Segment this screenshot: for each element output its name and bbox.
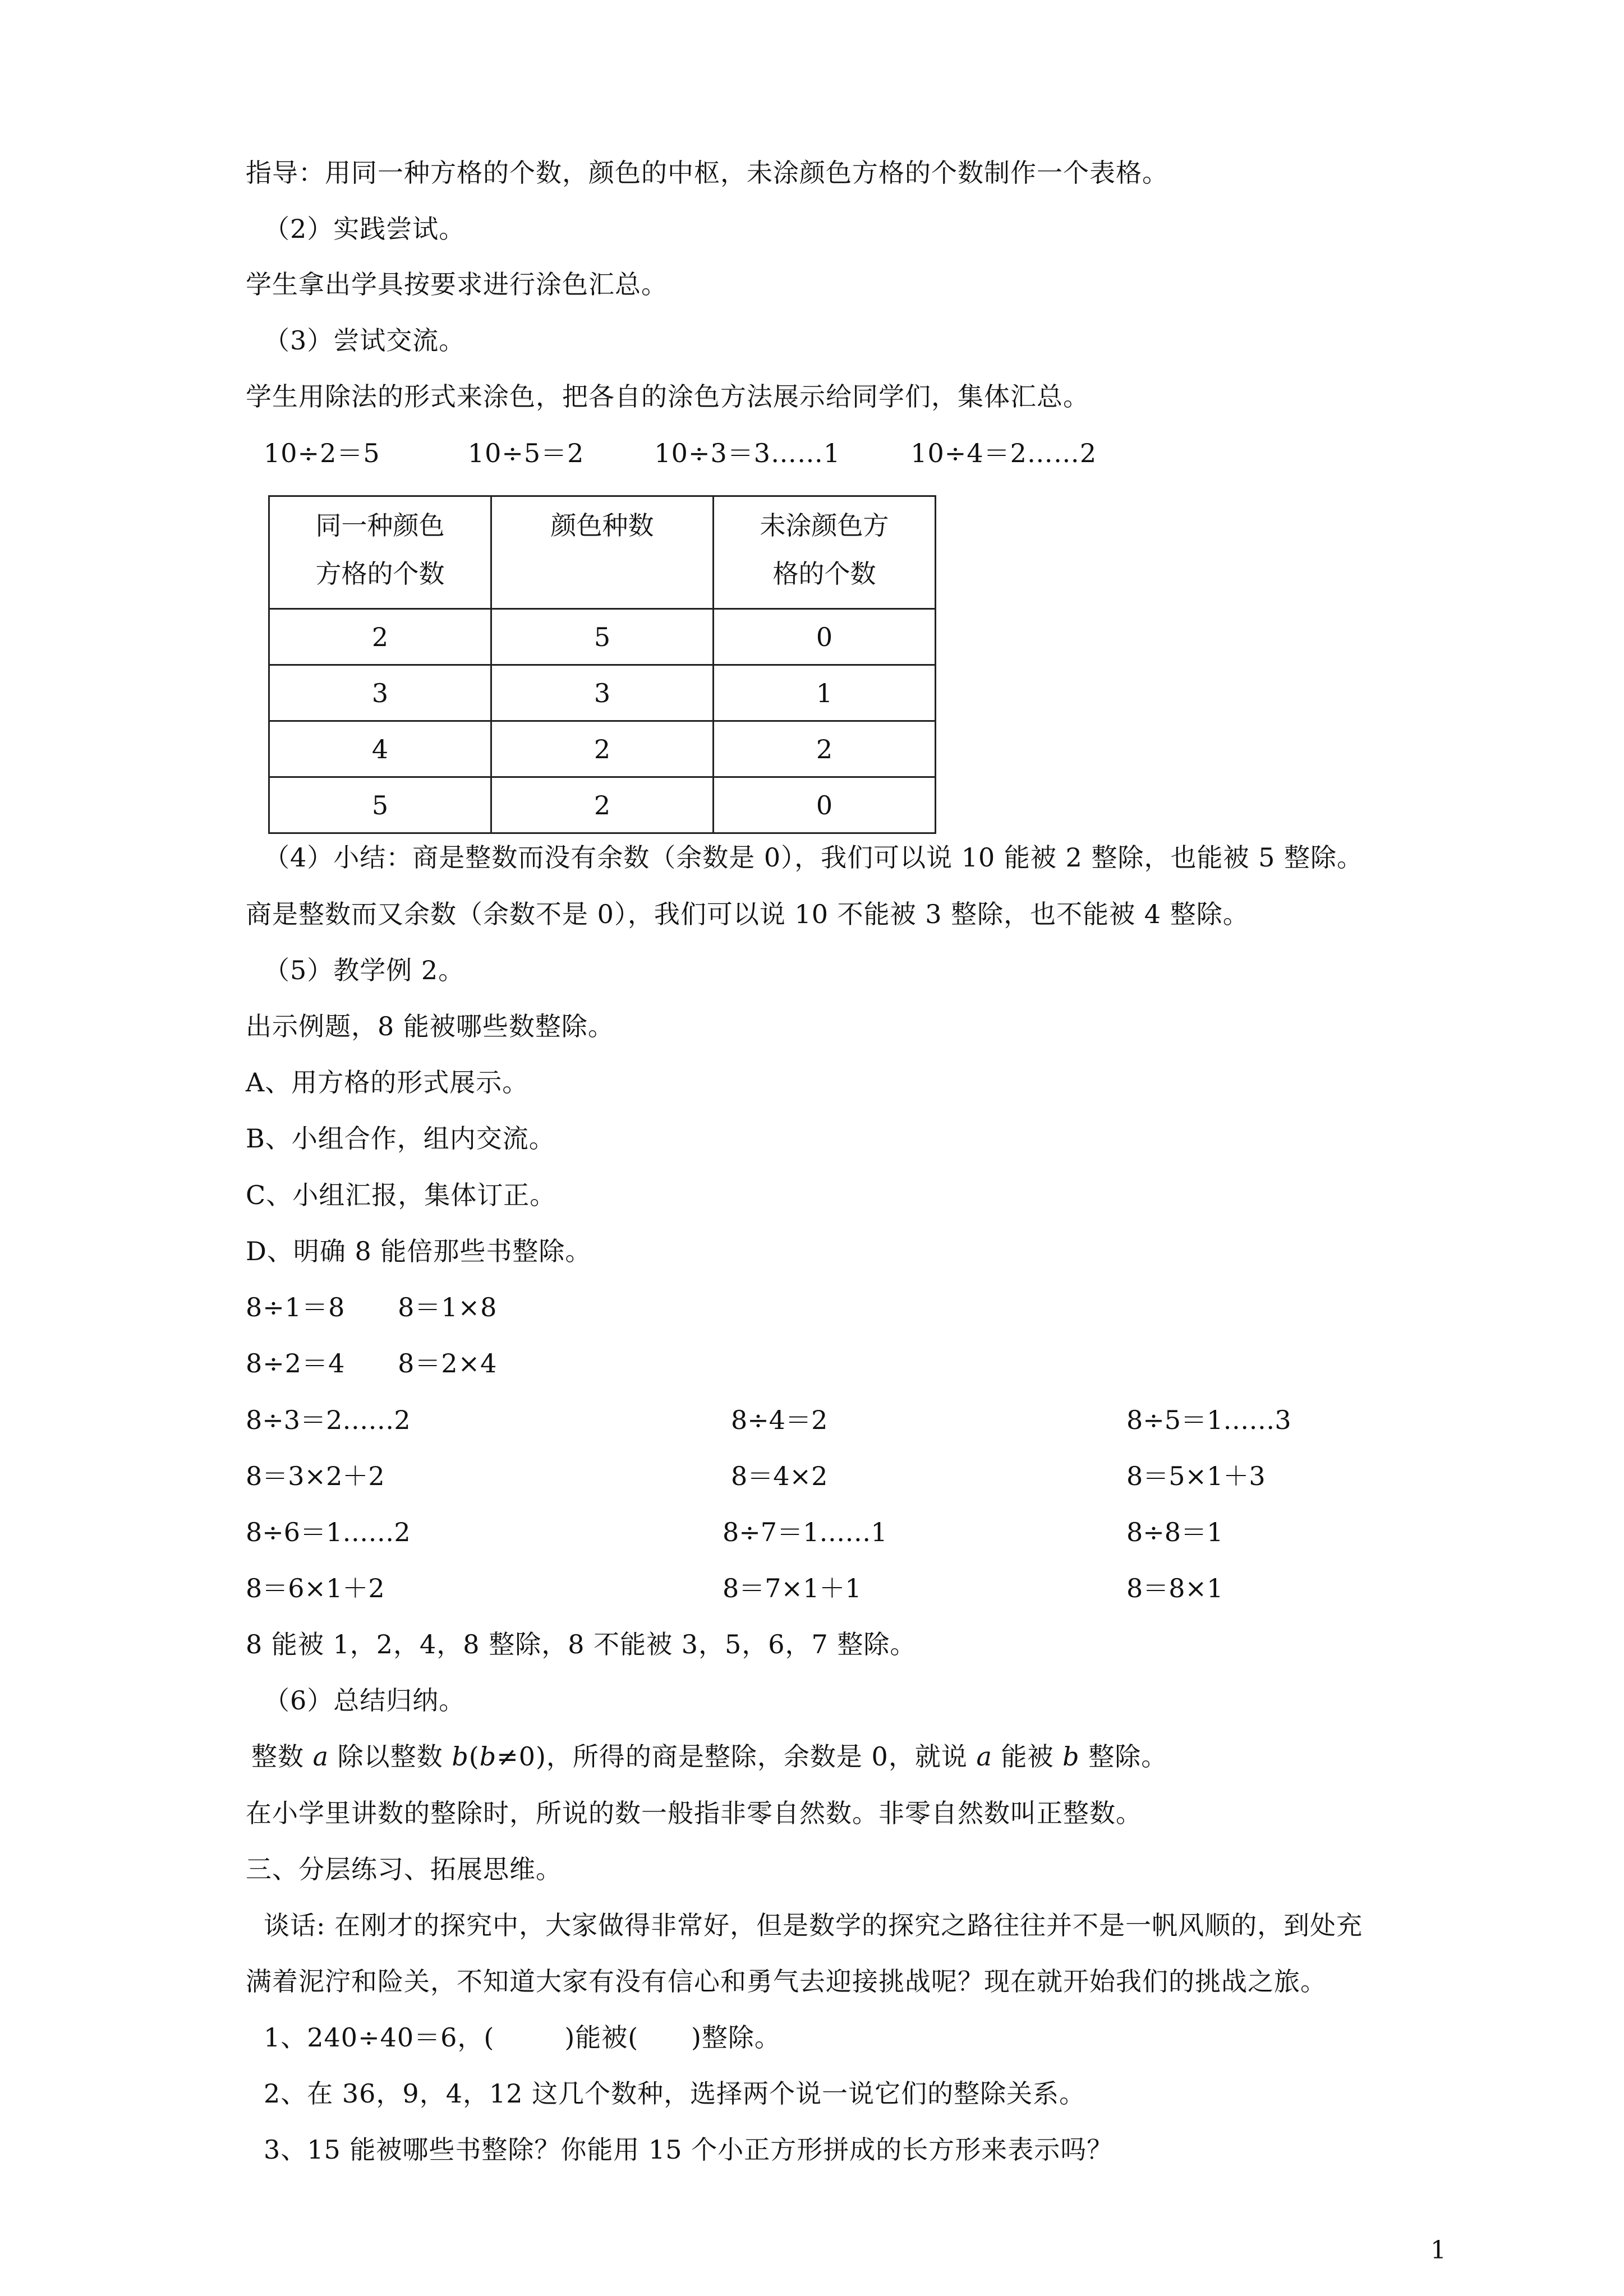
table-cell: 4 xyxy=(269,721,491,777)
text-line: 谈话: 在刚才的探究中，大家做得非常好，但是数学的探究之路往往并不是一帆风顺的，到处充 xyxy=(264,1910,1363,1940)
text-span: 整数 xyxy=(251,1741,313,1772)
text-span: ( xyxy=(468,1741,480,1772)
text-line: D、明确 8 能倍那些书整除。 xyxy=(246,1236,592,1266)
table-header-row xyxy=(269,496,936,609)
text-line: （2）实践尝试。 xyxy=(264,214,466,244)
section-heading: 三、分层练习、拓展思维。 xyxy=(246,1854,562,1884)
table-cell: 1 xyxy=(714,665,936,721)
table-header-cell xyxy=(269,496,491,609)
equation-cell: 8÷3＝2……2 xyxy=(246,1405,411,1435)
text-span: 整除。 xyxy=(1079,1741,1168,1772)
table-header-cell xyxy=(714,496,936,609)
header-text: 颜色种数 xyxy=(550,510,654,541)
text-line: 商是整数而又余数（余数不是 0），我们可以说 10 不能被 3 整除，也不能被 4 整除。 xyxy=(246,899,1249,929)
equation-cell: 8＝6×1＋2 xyxy=(246,1573,385,1603)
text-line: （6）总结归纳。 xyxy=(264,1685,466,1716)
text-span: 能被 xyxy=(992,1741,1063,1772)
table-row xyxy=(269,777,936,833)
text-line: （5）教学例 2。 xyxy=(264,955,465,985)
equation-line: 8÷2＝4 8＝2×4 xyxy=(246,1348,498,1378)
table-cell: 5 xyxy=(269,777,491,833)
exercise-line: 3、15 能被哪些书整除？你能用 15 个小正方形拼成的长方形来表示吗？ xyxy=(264,2134,1114,2165)
text-line: B、小组合作，组内交流。 xyxy=(246,1123,555,1154)
table-cell: 5 xyxy=(491,609,714,665)
exercise-line: 2、在 36，9，4，12 这几个数种，选择两个说一说它们的整除关系。 xyxy=(264,2078,1086,2109)
equation-cell: 8÷4＝2 xyxy=(731,1405,828,1435)
text-line: C、小组汇报，集体订正。 xyxy=(246,1180,556,1210)
exercise-line: 1、240÷40＝6，( )能被( )整除。 xyxy=(264,2022,781,2053)
equation-cell: 8＝3×2＋2 xyxy=(246,1461,385,1491)
equation-cell: 8＝4×2 xyxy=(731,1461,828,1491)
table-row xyxy=(269,609,936,665)
equation-cell: 8÷5＝1……3 xyxy=(1126,1405,1291,1435)
equation-cell: 8÷7＝1……1 xyxy=(723,1517,887,1547)
page-number: 1 xyxy=(1430,2236,1446,2265)
table-cell: 0 xyxy=(714,609,936,665)
table-cell: 3 xyxy=(269,665,491,721)
equation-cell: 8＝5×1＋3 xyxy=(1126,1461,1266,1491)
table-row xyxy=(269,721,936,777)
text-line: 满着泥泞和险关，不知道大家有没有信心和勇气去迎接挑战呢？现在就开始我们的挑战之旅。 xyxy=(246,1966,1327,1997)
header-text: 未涂颜色方 xyxy=(760,510,889,541)
table-cell: 0 xyxy=(714,777,936,833)
header-text: 同一种颜色 xyxy=(315,510,445,541)
text-line: （3）尝试交流。 xyxy=(264,325,466,356)
equation-cell: 8÷8＝1 xyxy=(1126,1517,1223,1547)
text-span: ≠0)，所得的商是整除，余数是 0，就说 xyxy=(496,1741,977,1772)
text-line: A、用方格的形式展示。 xyxy=(246,1067,529,1098)
table-header-cell xyxy=(491,496,714,609)
equation-cell: 8＝7×1＋1 xyxy=(723,1573,862,1603)
table-cell: 2 xyxy=(714,721,936,777)
header-text: 方格的个数 xyxy=(315,559,445,589)
equation-line: 10÷2＝5 10÷5＝2 10÷3＝3……1 10÷4＝2……2 xyxy=(264,438,1097,468)
table-cell: 2 xyxy=(269,609,491,665)
text-line: 学生用除法的形式来涂色，把各自的涂色方法展示给同学们，集体汇总。 xyxy=(246,381,1089,412)
variable-a: a xyxy=(976,1741,992,1772)
table-cell: 3 xyxy=(491,665,714,721)
header-text: 格的个数 xyxy=(772,559,876,589)
text-line: 8 能被 1，2，4，8 整除，8 不能被 3，5，6，7 整除。 xyxy=(246,1629,917,1659)
table-cell: 2 xyxy=(491,777,714,833)
variable-b: b xyxy=(452,1741,469,1772)
text-span: 除以整数 xyxy=(329,1741,452,1772)
equation-line: 8÷1＝8 8＝1×8 xyxy=(246,1292,498,1322)
summary-table xyxy=(268,495,936,834)
table-cell: 2 xyxy=(491,721,714,777)
definition-line xyxy=(251,1740,1167,1773)
equation-cell: 8＝8×1 xyxy=(1126,1573,1223,1603)
table-row xyxy=(269,665,936,721)
text-line: 出示例题，8 能被哪些数整除。 xyxy=(246,1011,614,1041)
equation-cell: 8÷6＝1……2 xyxy=(246,1517,411,1547)
text-line: （4）小结：商是整数而没有余数（余数是 0），我们可以说 10 能被 2 整除，也能被 5 整除。 xyxy=(264,842,1363,873)
text-line: 在小学里讲数的整除时，所说的数一般指非零自然数。非零自然数叫正整数。 xyxy=(246,1798,1142,1828)
text-line: 指导：用同一种方格的个数，颜色的中枢，未涂颜色方格的个数制作一个表格。 xyxy=(246,158,1168,188)
variable-a: a xyxy=(312,1741,329,1772)
text-line: 学生拿出学具按要求进行涂色汇总。 xyxy=(246,269,668,299)
variable-b: b xyxy=(479,1741,497,1772)
variable-b: b xyxy=(1062,1741,1080,1772)
